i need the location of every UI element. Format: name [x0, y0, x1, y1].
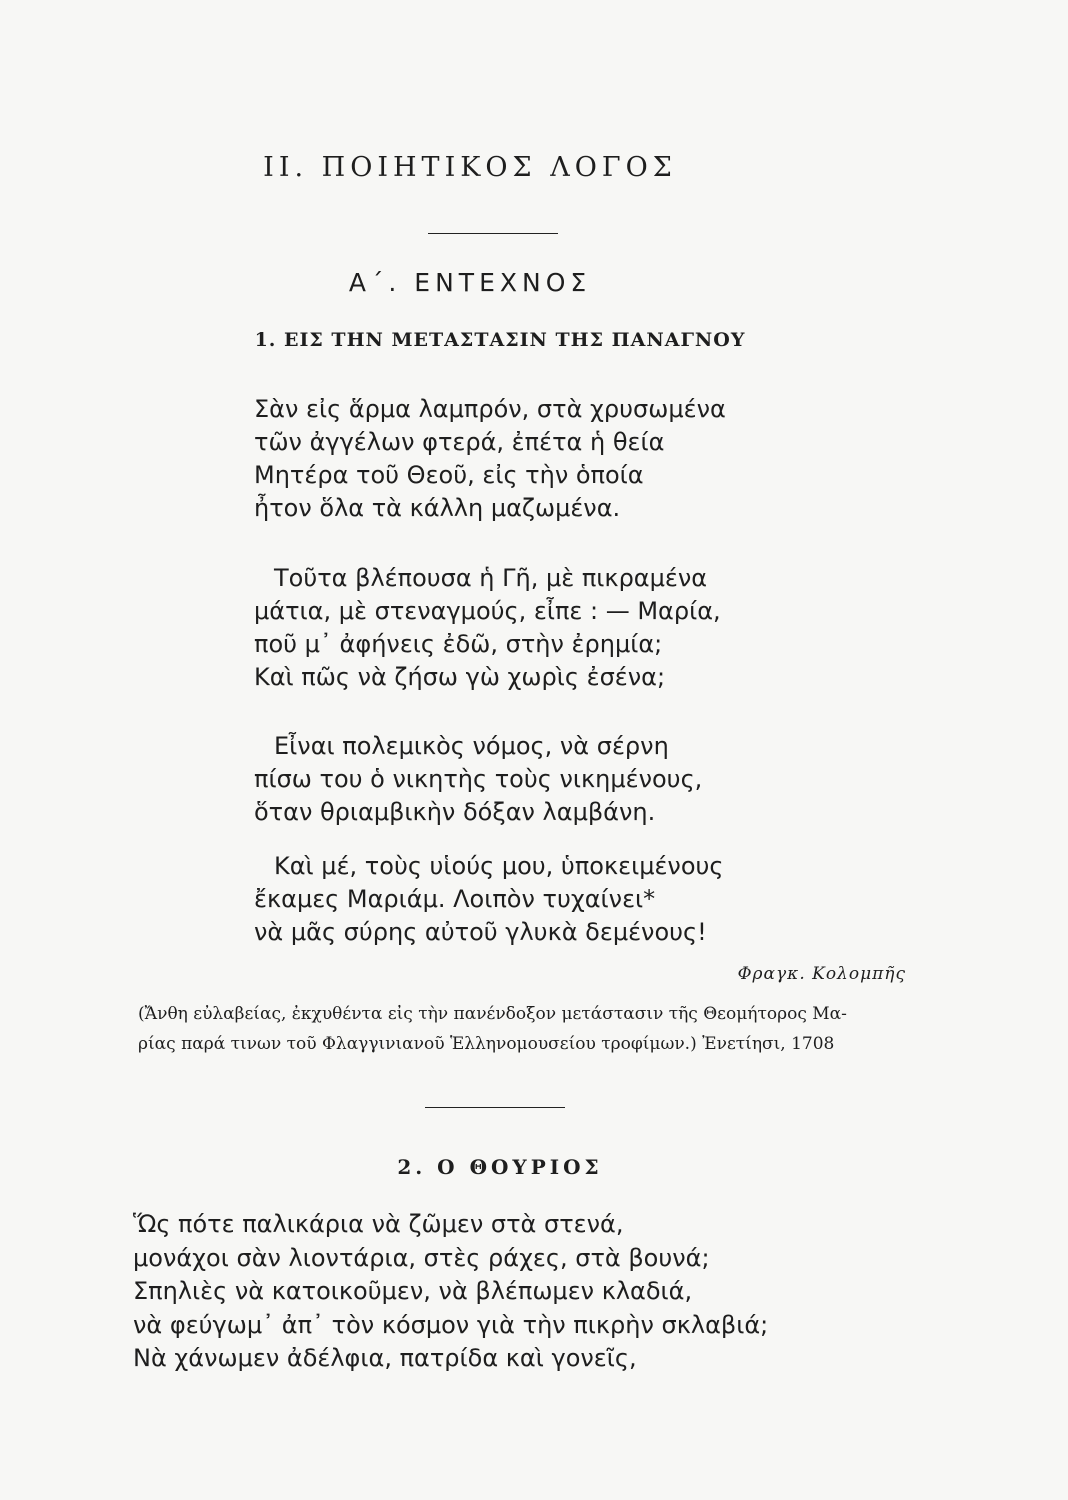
verse-line: Μητέρα τοῦ Θεοῦ, εἰς τὴν ὁποία [254, 461, 644, 489]
verse-line: νὰ μᾶς σύρης αὐτοῦ γλυκὰ δεμένους! [254, 918, 707, 946]
verse-line: Ὥς πότε παλικάρια νὰ ζῶμεν στὰ στενά, [133, 1210, 624, 1238]
citation-line: (Ἄνθη εὐλαβείας, ἐκχυθέντα εἰς τὴν πανένδοξον μετάστασιν τῆς Θεομήτορος Μα- [138, 1004, 847, 1024]
verse-line: Σπηλιὲς νὰ κατοικοῦμεν, νὰ βλέπωμεν κλαδιά, [133, 1277, 693, 1305]
section-divider [428, 233, 558, 234]
verse-line: ὅταν θριαμβικὴν δόξαν λαμβάνη. [254, 798, 656, 826]
verse-line: Εἶναι πολεμικὸς νόμος, νὰ σέρνη [274, 732, 669, 760]
verse-line: μάτια, μὲ στεναγμούς, εἶπε : — Μαρία, [254, 597, 721, 625]
verse-line: μονάχοι σὰν λιοντάρια, στὲς ράχες, στὰ βουνά; [133, 1243, 710, 1272]
poem-1-source-citation [138, 999, 928, 1059]
poem-1-stanza-1 [254, 393, 726, 525]
poem-2-title: 2. Ο ΘΟΥΡΙΟΣ [397, 1155, 603, 1179]
poem-1-stanza-2 [254, 562, 721, 694]
section-title: II. ΠΟΙΗΤΙΚΟΣ ΛΟΓΟΣ [263, 152, 677, 183]
verse-line: ἦτον ὅλα τὰ κάλλη μαζωμένα. [254, 494, 621, 522]
poem-divider [425, 1107, 565, 1108]
citation-line: ρίας παρά τινων τοῦ Φλαγγινιανοῦ Ἑλληνομουσείου τροφίμων.) Ἐνετίησι, 1708 [138, 1034, 835, 1054]
verse-line: Νὰ χάνωμεν ἀδέλφια, πατρίδα καὶ γονεῖς, [133, 1344, 637, 1372]
poem-1-author: Φραγκ. Κολομπῆς [737, 964, 906, 984]
poem-1-title: 1. ΕΙΣ ΤΗΝ ΜΕΤΑΣΤΑΣΙΝ ΤΗΣ ΠΑΝΑΓΝΟΥ [254, 329, 746, 351]
verse-line: τῶν ἀγγέλων φτερά, ἐπέτα ἡ θεία [254, 428, 665, 456]
poem-1-stanza-4 [254, 850, 724, 949]
poem-2-verses [133, 1208, 768, 1376]
verse-line: νὰ φεύγωμ᾿ ἀπ᾿ τὸν κόσμον γιὰ τὴν πικρὴν σκλαβιά; [133, 1310, 769, 1339]
verse-line: πίσω του ὁ νικητὴς τοὺς νικημένους, [254, 765, 703, 793]
verse-line: Σὰν εἰς ἅρμα λαμπρόν, στὰ χρυσωμένα [254, 395, 726, 423]
subsection-title: Α΄. ΕΝΤΕΧΝΟΣ [348, 268, 592, 297]
verse-line: ἔκαμες Μαριάμ. Λοιπὸν τυχαίνει* [254, 885, 656, 913]
verse-line: ποῦ μ᾿ ἀφήνεις ἐδῶ, στὴν ἐρημία; [254, 630, 663, 658]
verse-line: Τοῦτα βλέπουσα ἡ Γῆ, μὲ πικραμένα [274, 564, 708, 592]
verse-line: Καὶ μέ, τοὺς υἱούς μου, ὑποκειμένους [274, 852, 724, 880]
verse-line: Καὶ πῶς νὰ ζήσω γὼ χωρὶς ἐσένα; [254, 663, 666, 691]
poem-1-stanza-3 [254, 730, 702, 829]
